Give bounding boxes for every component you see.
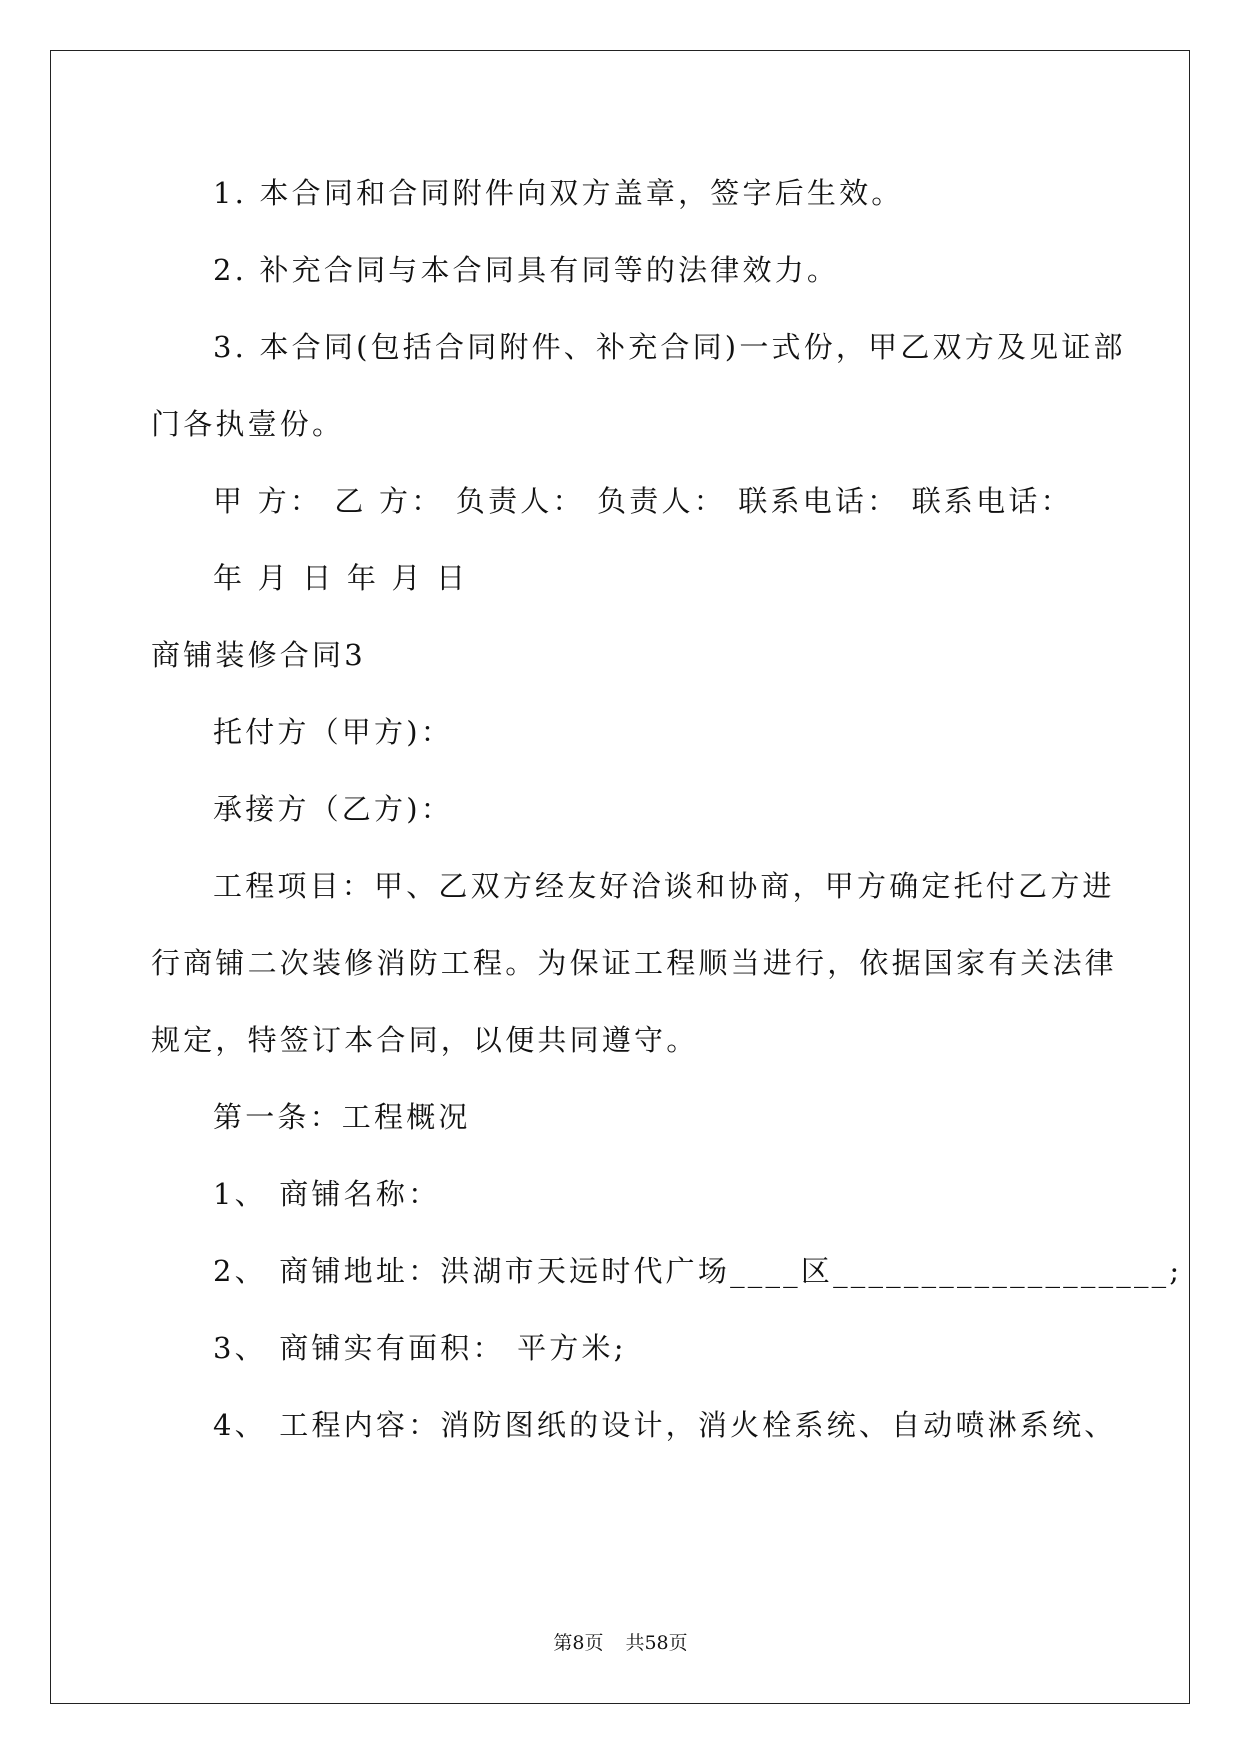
project-paragraph-line-3: 规定，特签订本合同，以便共同遵守。 [151, 1023, 699, 1057]
project-paragraph-line-1: 工程项目：甲、乙双方经友好洽谈和协商，甲方确定托付乙方进 [213, 869, 1115, 903]
clause-1: 1. 本合同和合同附件向双方盖章，签字后生效。 [213, 176, 904, 210]
article-1-heading: 第一条：工程概况 [213, 1100, 471, 1134]
item-work-content: 4、 工程内容：消防图纸的设计，消火栓系统、自动喷淋系统、 [213, 1408, 1117, 1442]
item-shop-name: 1、 商铺名称： [213, 1177, 441, 1211]
clause-3: 3. 本合同(包括合同附件、补充合同)一式份，甲乙双方及见证部 [213, 330, 1126, 364]
signature-dates: 年 月 日 年 月 日 [213, 561, 469, 595]
party-a-line: 托付方（甲方)： [213, 715, 453, 749]
party-b-line: 承接方（乙方)： [213, 792, 453, 826]
page-footer [0, 1631, 1241, 1655]
page-total: 共58页 [625, 1632, 688, 1654]
contract-title: 商铺装修合同3 [151, 638, 366, 672]
clause-2: 2. 补充合同与本合同具有同等的法律效力。 [213, 253, 840, 287]
item-shop-address: 2、 商铺地址：洪湖市天远时代广场____区___________________; [213, 1254, 1183, 1288]
signature-parties: 甲 方： 乙 方： 负责人： 负责人： 联系电话： 联系电话： [213, 484, 1073, 518]
page-number: 第8页 [553, 1632, 604, 1654]
project-paragraph-line-2: 行商铺二次装修消防工程。为保证工程顺当进行，依据国家有关法律 [151, 946, 1118, 980]
clause-3-continued: 门各执壹份。 [151, 407, 345, 441]
item-shop-area: 3、 商铺实有面积： 平方米; [213, 1331, 627, 1365]
